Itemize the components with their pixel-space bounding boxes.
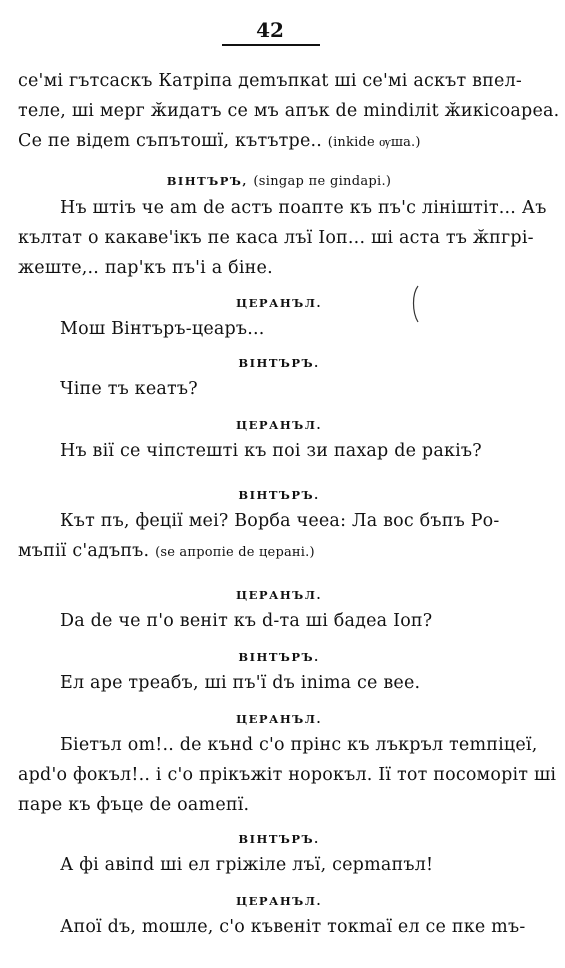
text-line: жеште,.. пар'къ пъ'і а біне.	[18, 258, 273, 278]
text-line: се'мі гътсаскъ Катріпа деmъпкаt ші се'мі аскът впел-	[18, 71, 523, 91]
text-line	[18, 126, 540, 158]
text-line: Мош Вінтъръ-цеаръ...	[60, 319, 265, 339]
speaker-name: ВІНТЪРЪ.	[238, 488, 320, 502]
text-line: Ел аре треабъ, ші пъ'ї dъ іnіma се веe.	[60, 673, 421, 693]
text-line: кълтат о кaкаве'ікъ пе каса лъї Іоп... ші аста тъ ӂпгрі-	[18, 228, 534, 248]
text-line: Нъ вії се чіпстешті къ поі зи пахар de ракіъ?	[60, 441, 482, 461]
speaker-name	[18, 170, 540, 193]
stage-direction: (inkide ѹша.)	[327, 135, 421, 150]
speaker-name: ЦЕРАНЪЛ.	[236, 712, 322, 726]
dialogue-block	[18, 484, 540, 568]
text-line-content: Се пе відеm съпътошї, кътътре..	[18, 131, 323, 151]
dialogue-block	[18, 708, 557, 820]
text-line: Кът пъ, феції меі? Ворба чееа: Ла вос бъпъ Ро-	[60, 511, 500, 531]
text-line: Біетъл оm!.. de кънd с'о прінс къ лъкръл теmпіцеї,	[60, 735, 538, 755]
header-rule	[222, 44, 320, 46]
text-line	[18, 536, 540, 568]
text-line: А фі авіпd ші ел гріжіле лъї, серmапъл!	[60, 855, 434, 875]
page-number: 42	[256, 18, 284, 42]
dialogue-block	[18, 584, 540, 636]
speaker-name: ЦЕРАНЪЛ.	[236, 588, 322, 602]
text-line-content: мъпії с'адъпъ.	[18, 541, 150, 561]
dialogue-block	[18, 292, 540, 344]
text-line: Da de че п'о веніт къ d-та ші бадеа Іоп?	[60, 611, 433, 631]
text-line: Чіпе тъ кеатъ?	[60, 379, 198, 399]
dialogue-block	[18, 414, 540, 466]
dialogue-block	[18, 352, 540, 404]
speaker-name: ЦЕРАНЪЛ.	[236, 418, 322, 432]
speaker-name: ЦЕРАНЪЛ.	[236, 894, 322, 908]
stage-direction: (se aпропіе de церанi.)	[155, 545, 315, 560]
stage-direction: (singap пе gindapі.)	[253, 174, 392, 189]
opening-paragraph	[18, 66, 560, 158]
dialogue-block	[18, 890, 540, 942]
speaker-name: ВІНТЪРЪ.	[238, 356, 320, 370]
speaker-name: ЦЕРАНЪЛ.	[236, 296, 322, 310]
text-line: Нъ штіъ че аm de астъ поапте къ пъ'с лініштіт... Аъ	[60, 198, 547, 218]
speaker-label: ВІНТЪРЪ,	[166, 174, 248, 188]
speaker-name: ВІНТЪРЪ.	[238, 832, 320, 846]
dialogue-block	[18, 170, 547, 283]
text-line: Апоï dъ, mошле, с'о къвеніт токmаї ел се пке mъ-	[60, 917, 526, 937]
speaker-name: ВІНТЪРЪ.	[238, 650, 320, 664]
text-line: паре къ фъце de оаmепї.	[18, 795, 250, 815]
dialogue-block	[18, 828, 540, 880]
text-line: теле, ші мерг ӂидатъ се мъ апък de mindiліt ӂикісоарea.	[18, 101, 560, 121]
text-line: apd'о фокъл!.. і с'о прікъжіт норокъл. Іï тот посоморіт ші	[18, 765, 557, 785]
dialogue-block	[18, 646, 540, 698]
